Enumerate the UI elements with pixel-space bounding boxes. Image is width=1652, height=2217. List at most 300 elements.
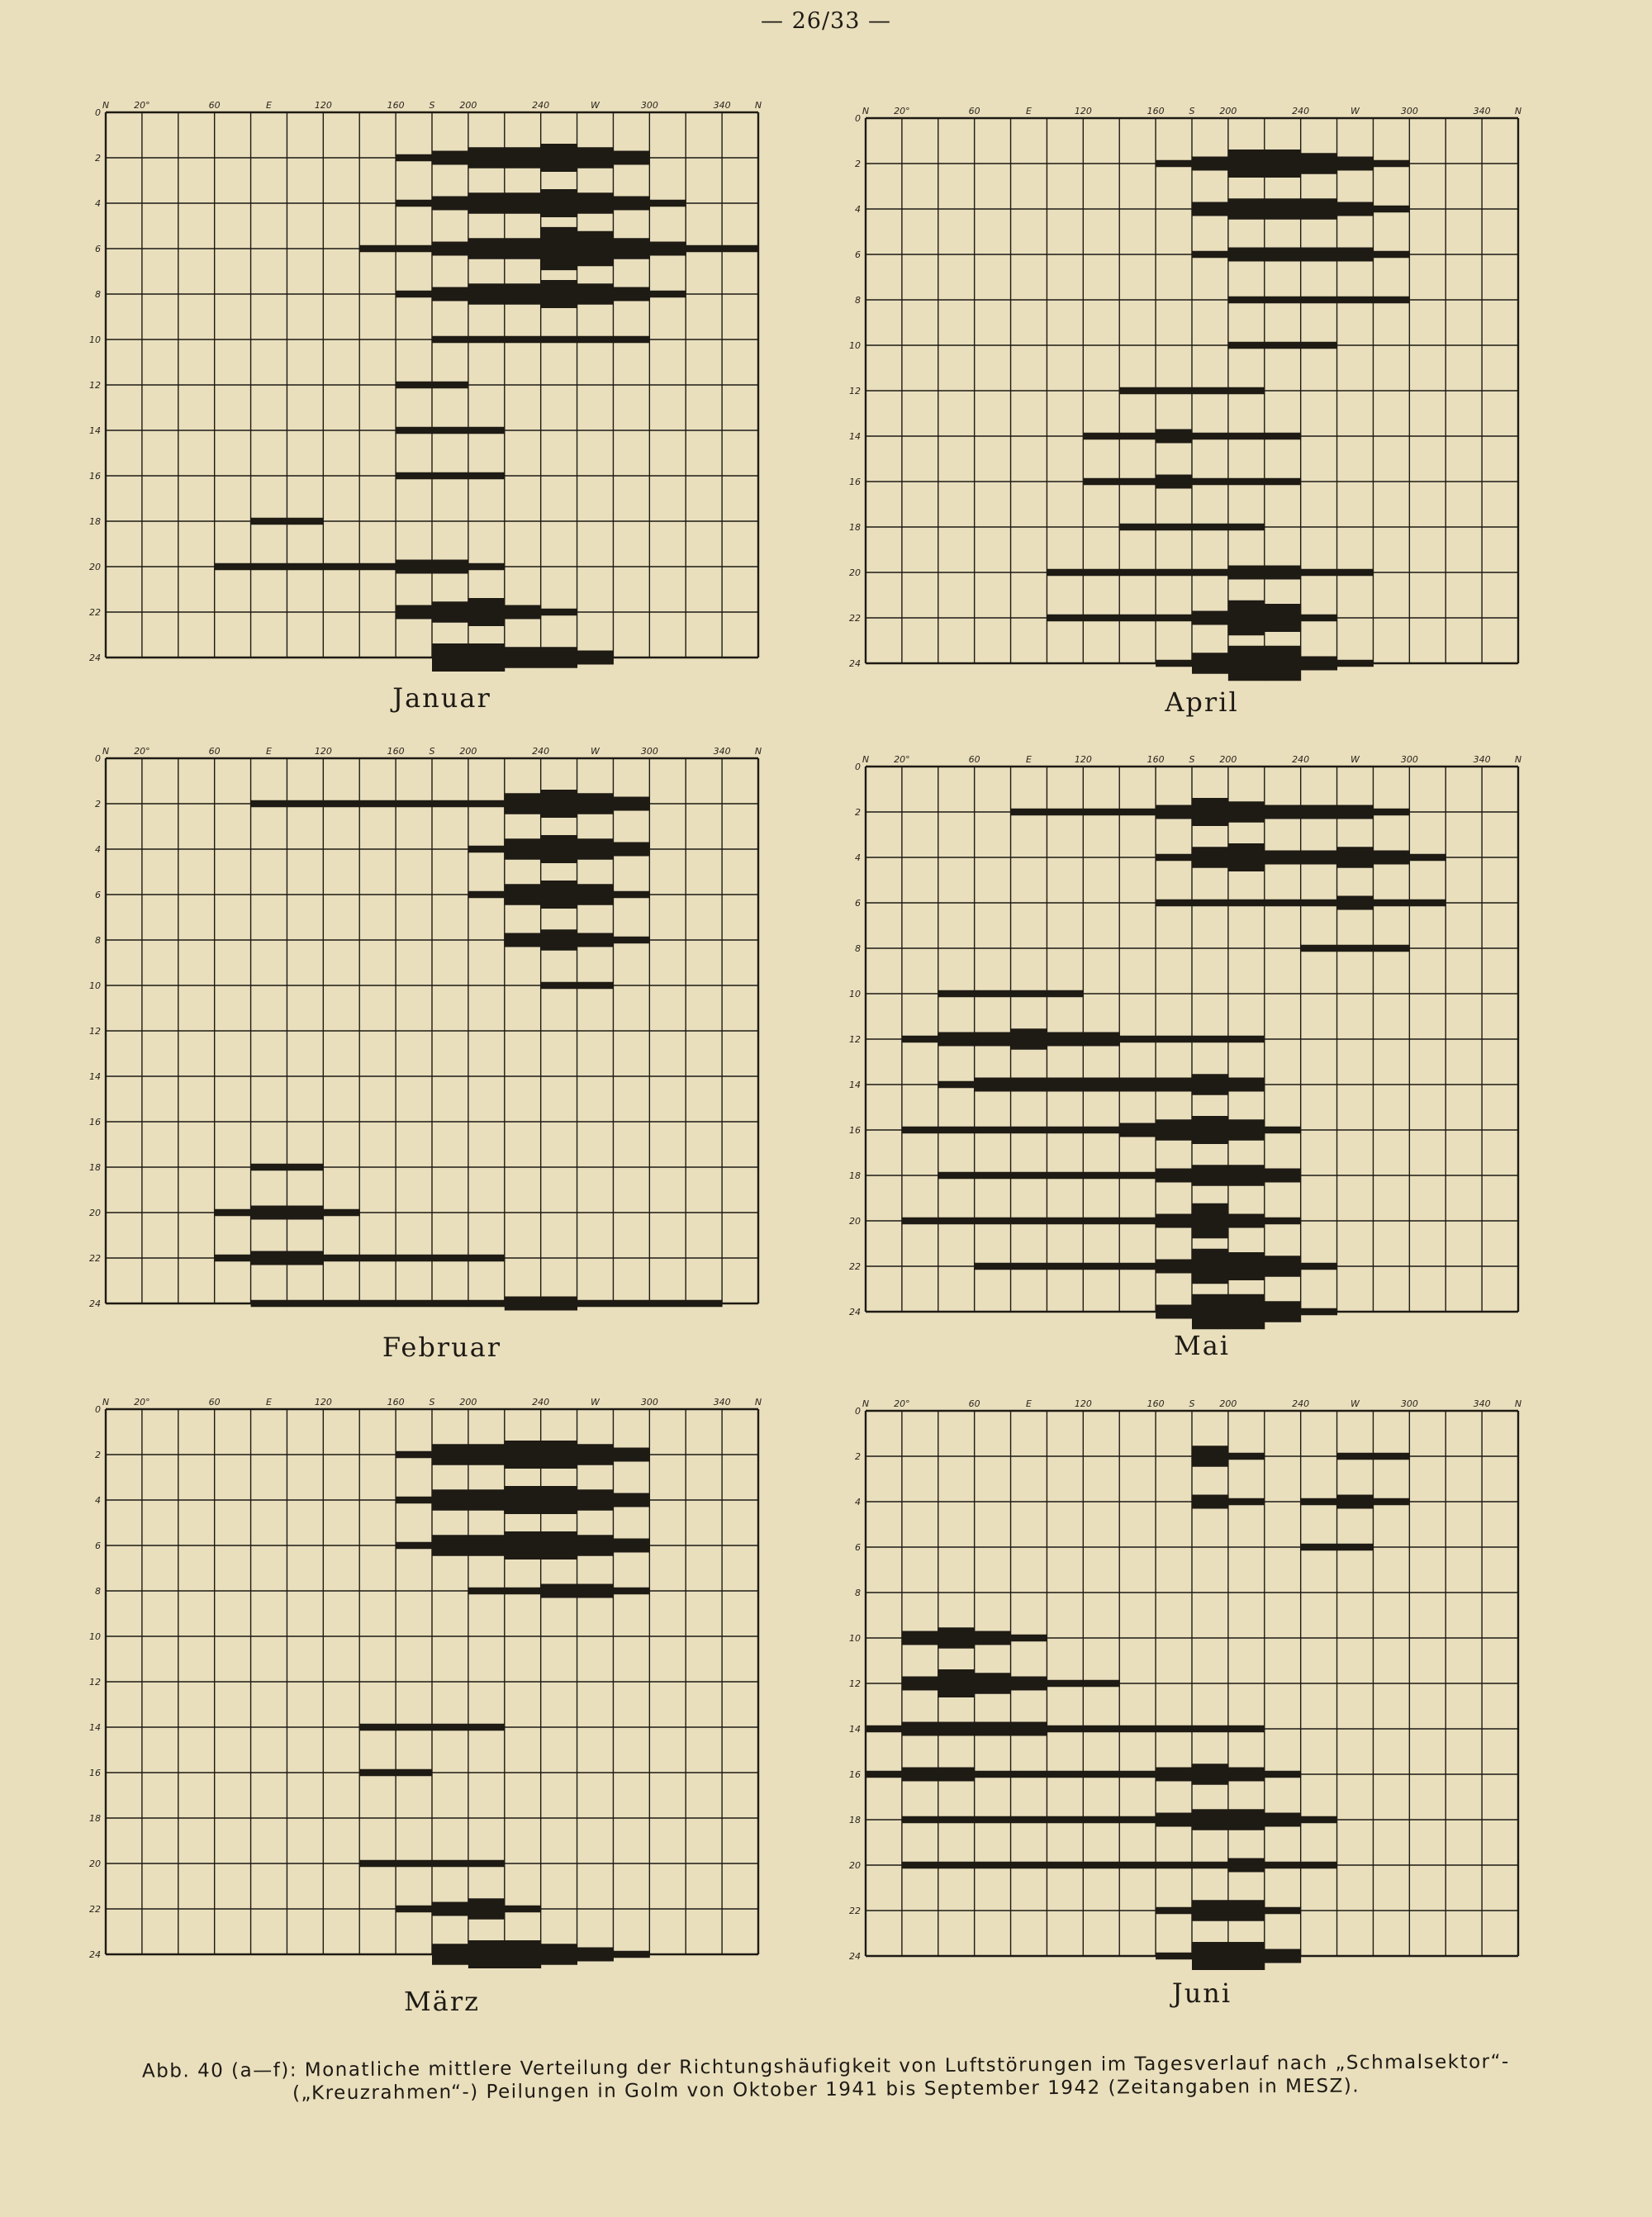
frequency-cell: [938, 1627, 975, 1649]
frequency-cell: [1047, 1127, 1083, 1134]
frequency-cell: [1265, 1771, 1301, 1778]
x-tick-label: 20°: [894, 754, 910, 765]
x-tick-label: 60: [208, 746, 221, 757]
frequency-cell: [505, 147, 541, 169]
x-tick-label: E: [266, 100, 272, 111]
frequency-cell: [1228, 1809, 1265, 1830]
y-tick-label: 20: [89, 1859, 101, 1869]
frequency-cell: [1301, 342, 1337, 349]
frequency-cell: [432, 643, 468, 672]
frequency-cell: [1156, 1305, 1192, 1319]
frequency-cell: [1228, 1453, 1265, 1460]
y-tick-label: 2: [855, 807, 861, 818]
frequency-cell: [1083, 1218, 1119, 1225]
frequency-cell: [975, 1218, 1011, 1225]
frequency-cell: [1119, 1036, 1156, 1043]
y-tick-label: 8: [855, 1588, 861, 1598]
chart-panel: [83, 743, 801, 1379]
x-tick-label: 340: [1473, 754, 1491, 765]
frequency-cell: [505, 283, 541, 305]
frequency-cell: [577, 933, 614, 947]
frequency-cell: [1373, 206, 1409, 213]
frequency-cell: [1083, 1127, 1119, 1134]
frequency-cell: [1156, 1214, 1192, 1228]
frequency-cell: [1265, 851, 1301, 865]
y-tick-label: 0: [855, 1406, 861, 1417]
frequency-cell: [1228, 387, 1265, 395]
y-tick-label: 20: [849, 1216, 861, 1227]
x-tick-label: E: [1026, 1398, 1032, 1409]
frequency-cell: [468, 427, 505, 434]
frequency-cell: [505, 192, 541, 214]
frequency-cell: [1192, 1249, 1228, 1284]
frequency-cell: [938, 1218, 975, 1225]
frequency-cell: [1228, 1498, 1265, 1506]
frequency-cell: [505, 1441, 541, 1469]
x-tick-label: S: [1189, 106, 1195, 116]
frequency-cell: [1156, 475, 1192, 489]
y-tick-label: 16: [849, 477, 861, 487]
y-tick-label: 6: [95, 1541, 101, 1551]
frequency-cell: [1228, 1119, 1265, 1141]
frequency-cell: [396, 1724, 432, 1731]
frequency-cell: [1228, 1165, 1265, 1186]
chart-svg: [843, 1396, 1561, 1974]
frequency-cell: [1192, 157, 1228, 171]
frequency-cell: [577, 283, 614, 305]
frequency-cell: [1192, 653, 1228, 674]
frequency-cell: [323, 800, 359, 808]
x-tick-label: E: [266, 746, 272, 757]
chart-svg: [843, 752, 1561, 1330]
frequency-cell: [1337, 896, 1374, 910]
y-tick-label: 24: [89, 653, 101, 663]
frequency-cell: [613, 1951, 649, 1958]
x-tick-label: 60: [968, 1398, 980, 1409]
x-tick-label: E: [1026, 754, 1032, 765]
frequency-cell: [468, 1489, 505, 1511]
frequency-cell: [1409, 854, 1446, 862]
y-tick-label: 4: [95, 198, 101, 209]
y-tick-label: 18: [849, 1170, 861, 1181]
frequency-cell: [251, 1164, 287, 1171]
y-tick-label: 12: [89, 1677, 101, 1688]
frequency-cell: [1083, 615, 1119, 622]
frequency-cell: [1301, 1816, 1337, 1824]
frequency-cell: [1373, 900, 1409, 907]
frequency-cell: [396, 560, 432, 574]
frequency-cell: [1047, 990, 1083, 998]
frequency-cell: [1337, 569, 1374, 577]
y-tick-label: 0: [855, 113, 861, 124]
x-tick-label: N: [102, 1397, 110, 1408]
frequency-cell: [541, 929, 577, 951]
x-tick-label: 20°: [894, 106, 910, 116]
y-tick-label: 22: [89, 607, 101, 618]
y-tick-label: 14: [89, 425, 101, 436]
frequency-cell: [577, 1535, 614, 1556]
frequency-cell: [468, 1724, 505, 1731]
chart-panel: [843, 1396, 1561, 2032]
frequency-cell: [432, 601, 468, 623]
y-tick-label: 18: [89, 1162, 101, 1173]
frequency-cell: [468, 1588, 505, 1595]
frequency-cell: [1156, 1813, 1192, 1827]
frequency-cell: [505, 336, 541, 344]
frequency-cell: [1156, 1078, 1192, 1092]
frequency-cell: [1083, 1172, 1119, 1180]
frequency-cell: [468, 1300, 505, 1308]
y-tick-label: 24: [849, 1307, 861, 1317]
frequency-cell: [1011, 1127, 1047, 1134]
frequency-cell: [1119, 569, 1156, 577]
frequency-cell: [1301, 851, 1337, 865]
frequency-cell: [1011, 1771, 1047, 1778]
x-tick-label: S: [1189, 754, 1195, 765]
frequency-cell: [902, 1127, 938, 1134]
frequency-cell: [1337, 297, 1374, 304]
y-tick-label: 6: [855, 898, 861, 909]
frequency-cell: [613, 1493, 649, 1507]
frequency-cell: [1011, 1722, 1047, 1736]
frequency-cell: [1265, 1256, 1301, 1277]
frequency-cell: [1409, 900, 1446, 907]
frequency-cell: [432, 1255, 468, 1262]
frequency-cell: [1337, 1495, 1374, 1509]
frequency-cell: [1265, 1301, 1301, 1322]
frequency-cell: [323, 1300, 359, 1308]
frequency-cell: [323, 1209, 359, 1217]
frequency-cell: [1265, 1218, 1301, 1225]
frequency-cell: [902, 1677, 938, 1691]
frequency-cell: [1192, 900, 1228, 907]
frequency-cell: [251, 518, 287, 525]
y-tick-label: 14: [89, 1071, 101, 1082]
frequency-cell: [1265, 433, 1301, 440]
frequency-cell: [1337, 847, 1374, 868]
x-tick-label: 120: [314, 746, 332, 757]
frequency-cell: [613, 336, 649, 344]
frequency-cell: [432, 1902, 468, 1916]
y-tick-label: 8: [855, 943, 861, 954]
frequency-cell: [215, 563, 251, 571]
frequency-cell: [396, 1769, 432, 1777]
x-tick-label: W: [1351, 1398, 1360, 1409]
frequency-cell: [577, 1948, 614, 1962]
frequency-cell: [1192, 1764, 1228, 1785]
frequency-cell: [432, 1944, 468, 1965]
frequency-cell: [396, 154, 432, 162]
chart-svg: [83, 743, 801, 1322]
frequency-cell: [649, 291, 686, 298]
frequency-cell: [1265, 150, 1301, 178]
x-tick-label: 200: [1219, 754, 1237, 765]
frequency-cell: [1228, 1859, 1265, 1873]
frequency-cell: [613, 287, 649, 301]
y-tick-label: 20: [849, 567, 861, 578]
frequency-cell: [505, 933, 541, 947]
frequency-cell: [287, 1300, 323, 1308]
frequency-cell: [686, 1300, 722, 1308]
chart-panel: [843, 103, 1561, 739]
x-tick-label: E: [1026, 106, 1032, 116]
x-tick-label: W: [591, 1397, 600, 1408]
frequency-cell: [1083, 1816, 1119, 1824]
frequency-cell: [613, 1448, 649, 1462]
frequency-cell: [1156, 569, 1192, 577]
frequency-cell: [1337, 248, 1374, 262]
frequency-cell: [396, 427, 432, 434]
frequency-cell: [1192, 478, 1228, 486]
y-tick-label: 22: [849, 1261, 861, 1272]
frequency-cell: [541, 1441, 577, 1469]
frequency-cell: [1156, 805, 1192, 819]
frequency-cell: [1265, 1907, 1301, 1915]
frequency-cell: [468, 238, 505, 259]
frequency-cell: [902, 1862, 938, 1869]
frequency-cell: [1228, 198, 1265, 220]
x-tick-label: 300: [640, 746, 658, 757]
x-tick-label: 300: [640, 1397, 658, 1408]
frequency-cell: [1156, 615, 1192, 622]
frequency-cell: [1337, 805, 1374, 819]
frequency-cell: [938, 1172, 975, 1180]
frequency-cell: [1192, 1862, 1228, 1869]
chart-panel: [83, 97, 801, 733]
y-tick-label: 14: [849, 431, 861, 442]
frequency-cell: [541, 835, 577, 863]
frequency-cell: [1228, 1294, 1265, 1330]
frequency-cell: [468, 1898, 505, 1920]
y-tick-label: 22: [849, 613, 861, 624]
y-tick-label: 4: [855, 204, 861, 215]
frequency-cell: [613, 1539, 649, 1553]
frequency-cell: [432, 1300, 468, 1308]
frequency-cell: [541, 1297, 577, 1311]
y-tick-label: 20: [89, 562, 101, 572]
frequency-cell: [975, 1172, 1011, 1180]
frequency-cell: [1192, 1116, 1228, 1144]
x-tick-label: 160: [387, 100, 405, 111]
frequency-cell: [975, 1722, 1011, 1736]
frequency-cell: [432, 242, 468, 256]
frequency-cell: [1228, 801, 1265, 823]
y-tick-label: 2: [855, 159, 861, 169]
frequency-cell: [1192, 433, 1228, 440]
frequency-cell: [396, 1906, 432, 1913]
y-tick-label: 2: [95, 799, 101, 809]
chart-svg: [83, 1394, 801, 1973]
frequency-cell: [577, 982, 614, 990]
y-tick-label: 16: [849, 1125, 861, 1136]
chart-svg: [843, 103, 1561, 681]
frequency-cell: [613, 197, 649, 211]
frequency-cell: [1228, 566, 1265, 580]
frequency-cell: [432, 472, 468, 480]
x-tick-label: 120: [314, 100, 332, 111]
frequency-cell: [396, 382, 432, 389]
frequency-cell: [1265, 1127, 1301, 1134]
y-tick-label: 24: [89, 1949, 101, 1960]
frequency-cell: [1265, 342, 1301, 349]
frequency-cell: [1228, 601, 1265, 636]
frequency-cell: [396, 245, 432, 253]
x-tick-label: S: [429, 100, 435, 111]
frequency-cell: [902, 1036, 938, 1043]
frequency-cell: [902, 1631, 938, 1645]
x-tick-label: 20°: [134, 1397, 150, 1408]
frequency-cell: [1083, 1680, 1119, 1688]
frequency-cell: [323, 563, 359, 571]
y-tick-label: 14: [849, 1080, 861, 1090]
frequency-cell: [1156, 1862, 1192, 1869]
frequency-cell: [577, 336, 614, 344]
frequency-cell: [1156, 854, 1192, 862]
frequency-cell: [396, 1860, 432, 1868]
x-tick-label: 60: [208, 100, 221, 111]
frequency-cell: [432, 1489, 468, 1511]
frequency-cell: [613, 151, 649, 165]
y-tick-label: 8: [95, 1586, 101, 1597]
frequency-cell: [1301, 1308, 1337, 1316]
frequency-cell: [541, 280, 577, 308]
frequency-cell: [1156, 1260, 1192, 1274]
frequency-cell: [541, 982, 577, 990]
frequency-cell: [287, 1251, 323, 1265]
frequency-cell: [1083, 809, 1119, 816]
frequency-cell: [505, 838, 541, 860]
x-tick-label: N: [754, 1397, 762, 1408]
x-tick-label: 120: [1074, 106, 1092, 116]
frequency-cell: [1265, 1169, 1301, 1183]
frequency-cell: [975, 1816, 1011, 1824]
frequency-cell: [1192, 1446, 1228, 1467]
frequency-cell: [1228, 1214, 1265, 1228]
x-tick-label: 20°: [134, 746, 150, 757]
frequency-cell: [975, 1078, 1011, 1092]
x-tick-label: W: [1351, 106, 1360, 116]
x-tick-label: 60: [968, 754, 980, 765]
y-tick-label: 24: [89, 1298, 101, 1309]
frequency-cell: [1265, 604, 1301, 632]
frequency-cell: [1119, 1172, 1156, 1180]
frequency-cell: [1192, 1942, 1228, 1970]
frequency-cell: [938, 1669, 975, 1697]
x-tick-label: 340: [1473, 1398, 1491, 1409]
frequency-cell: [1156, 524, 1192, 531]
frequency-cell: [1228, 843, 1265, 871]
x-tick-label: N: [1514, 106, 1522, 116]
frequency-cell: [505, 793, 541, 814]
frequency-cell: [1337, 945, 1374, 952]
frequency-cell: [1228, 150, 1265, 178]
x-tick-label: 120: [1074, 1398, 1092, 1409]
frequency-cell: [1301, 153, 1337, 174]
frequency-cell: [287, 518, 323, 525]
frequency-cell: [505, 647, 541, 668]
frequency-cell: [1047, 809, 1083, 816]
y-tick-label: 20: [89, 1208, 101, 1218]
frequency-cell: [1156, 1907, 1192, 1915]
frequency-cell: [1047, 1771, 1083, 1778]
frequency-cell: [468, 1535, 505, 1556]
frequency-cell: [1228, 1768, 1265, 1782]
y-tick-label: 12: [89, 1026, 101, 1037]
frequency-cell: [613, 238, 649, 259]
frequency-cell: [505, 1297, 541, 1311]
x-tick-label: W: [591, 100, 600, 111]
y-tick-label: 6: [855, 249, 861, 260]
frequency-cell: [1156, 1169, 1192, 1183]
frequency-cell: [1228, 1900, 1265, 1921]
frequency-cell: [396, 1255, 432, 1262]
y-tick-label: 22: [849, 1906, 861, 1916]
frequency-cell: [1156, 900, 1192, 907]
x-tick-label: N: [754, 746, 762, 757]
frequency-cell: [1119, 1726, 1156, 1733]
y-tick-label: 0: [95, 107, 101, 118]
frequency-cell: [938, 1081, 975, 1089]
y-tick-label: 10: [849, 989, 861, 999]
y-tick-label: 0: [95, 753, 101, 764]
frequency-cell: [505, 1486, 541, 1514]
frequency-cell: [975, 1862, 1011, 1869]
frequency-cell: [1047, 1680, 1083, 1688]
frequency-cell: [1373, 1498, 1409, 1506]
frequency-cell: [1265, 646, 1301, 681]
chart-panel: [83, 1394, 801, 2030]
frequency-cell: [468, 1940, 505, 1968]
frequency-cell: [432, 427, 468, 434]
y-tick-label: 24: [849, 658, 861, 669]
frequency-cell: [251, 563, 287, 571]
frequency-cell: [577, 838, 614, 860]
frequency-cell: [866, 1771, 902, 1778]
frequency-cell: [1047, 1033, 1083, 1047]
frequency-cell: [1373, 251, 1409, 259]
frequency-cell: [1011, 990, 1047, 998]
frequency-cell: [323, 1255, 359, 1262]
frequency-cell: [251, 1251, 287, 1265]
frequency-cell: [1047, 615, 1083, 622]
frequency-cell: [1083, 1771, 1119, 1778]
frequency-cell: [649, 242, 686, 256]
frequency-cell: [541, 1486, 577, 1514]
frequency-cell: [1192, 202, 1228, 216]
frequency-cell: [1011, 1218, 1047, 1225]
frequency-cell: [1373, 809, 1409, 816]
y-tick-label: 10: [849, 340, 861, 351]
x-tick-label: N: [862, 106, 870, 116]
x-tick-label: 240: [532, 1397, 550, 1408]
frequency-cell: [432, 560, 468, 574]
frequency-cell: [577, 147, 614, 169]
frequency-cell: [1373, 945, 1409, 952]
frequency-cell: [1047, 569, 1083, 577]
x-tick-label: 340: [713, 100, 731, 111]
y-tick-label: 12: [89, 380, 101, 391]
frequency-cell: [1119, 809, 1156, 816]
frequency-cell: [1228, 342, 1265, 349]
frequency-cell: [432, 197, 468, 211]
frequency-cell: [287, 800, 323, 808]
frequency-cell: [215, 1255, 251, 1262]
frequency-cell: [1156, 660, 1192, 667]
y-tick-label: 8: [855, 295, 861, 306]
frequency-cell: [1011, 1172, 1047, 1180]
frequency-cell: [541, 1584, 577, 1598]
x-tick-label: 300: [640, 100, 658, 111]
